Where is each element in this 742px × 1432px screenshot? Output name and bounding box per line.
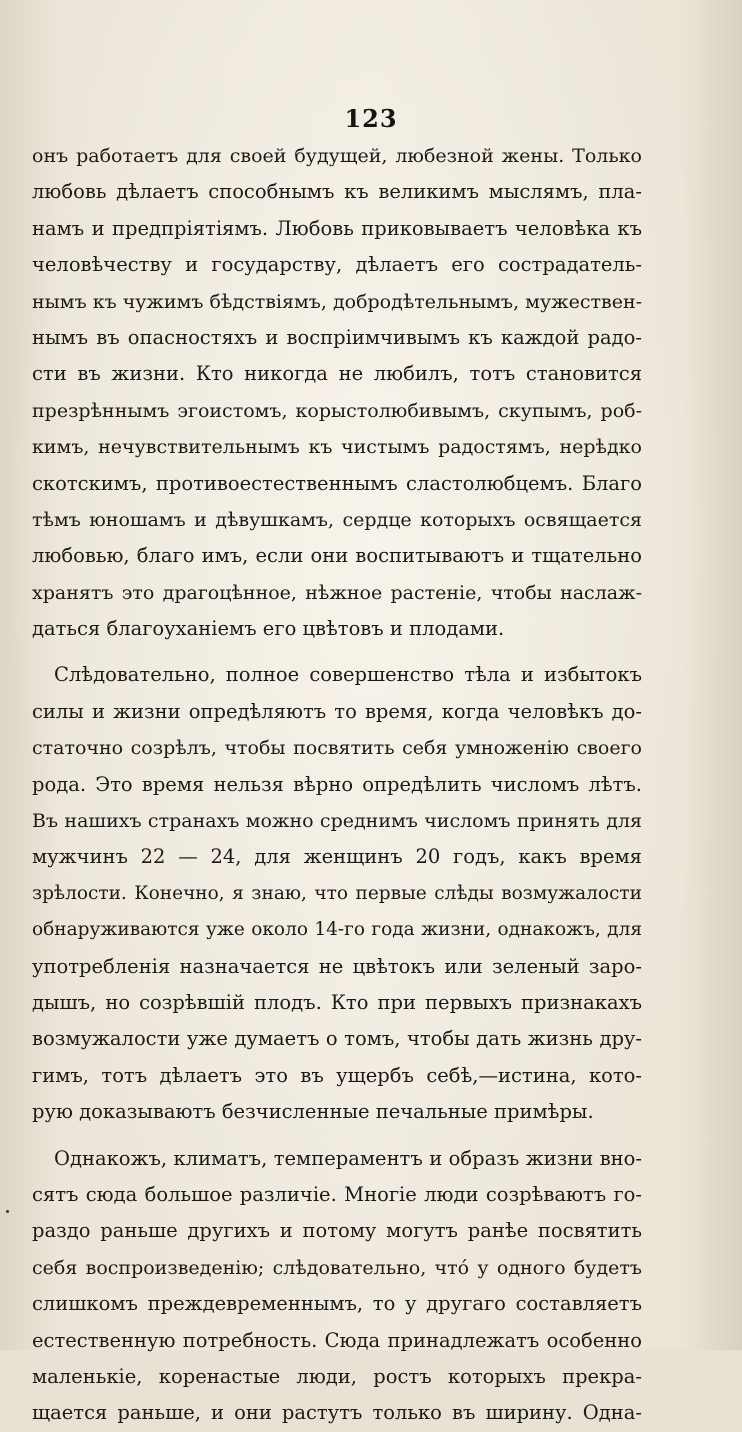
text-line: скотскимъ, противоестественнымъ сластолюбцемъ. Благо <box>32 471 642 495</box>
paragraph-gap <box>32 1131 642 1141</box>
body-text <box>32 138 642 1432</box>
text-line: даться благоуханіемъ его цвѣтовъ и плодами. <box>32 617 505 641</box>
text-line: гимъ, тотъ дѣлаетъ это въ ущербъ себѣ,—истина, кото- <box>32 1063 642 1087</box>
ink-speck <box>6 1210 9 1213</box>
text-line: употребленія назначается не цвѣтокъ или зеленый заро- <box>32 954 642 978</box>
text-line: сти въ жизни. Кто никогда не любилъ, тотъ становится <box>32 362 642 386</box>
text-line: нымъ въ опасностяхъ и воспріимчивымъ къ каждой радо- <box>32 325 642 349</box>
text-line: щается раньше, и они растутъ только въ ширину. Одна- <box>32 1401 642 1425</box>
text-line: рую доказываютъ безчисленные печальные примѣры. <box>32 1100 594 1124</box>
text-line: Въ нашихъ странахъ можно среднимъ числомъ принять для <box>32 810 642 833</box>
page-number: 123 <box>344 104 398 133</box>
text-line: намъ и предпріятіямъ. Любовь приковываетъ человѣка къ <box>32 216 642 240</box>
text-line: естественную потребность. Сюда принадлежатъ особенно <box>32 1328 642 1352</box>
text-line: человѣчеству и государству, дѣлаетъ его сострадатель- <box>32 253 642 277</box>
text-line: презрѣннымъ эгоистомъ, корыстолюбивымъ, скупымъ, роб- <box>32 399 642 422</box>
text-line: возмужалости уже думаетъ о томъ, чтобы дать жизнь дру- <box>32 1027 642 1051</box>
text-line: мужчинъ 22 — 24, для женщинъ 20 годъ, какъ время <box>32 845 642 869</box>
text-line: раздо раньше другихъ и потому могутъ ранѣе посвятить <box>32 1219 642 1243</box>
text-line: сятъ сюда большое различіе. Многіе люди созрѣваютъ го- <box>32 1182 642 1206</box>
text-line: любовью, благо имъ, если они воспитываютъ и тщательно <box>32 544 642 568</box>
text-line: статочно созрѣлъ, чтобы посвятить себя умноженію своего <box>32 737 642 760</box>
text-line: силы и жизни опредѣляютъ то время, когда человѣкъ до- <box>32 699 642 723</box>
paragraph-1 <box>32 138 642 647</box>
text-line: любовь дѣлаетъ способнымъ къ великимъ мыслямъ, пла- <box>32 180 642 204</box>
paragraph-3 <box>32 1141 642 1432</box>
text-line: онъ работаетъ для своей будущей, любезной жены. Только <box>32 145 642 167</box>
text-line: себя воспроизведенію; слѣдовательно, что́ у одного будетъ <box>32 1256 642 1279</box>
text-line: Слѣдовательно, полное совершенство тѣла и избытокъ <box>54 663 642 687</box>
paragraph-2 <box>32 657 642 1130</box>
text-line: слишкомъ преждевременнымъ, то у другаго составляетъ <box>32 1292 642 1316</box>
text-line: дышъ, но созрѣвшій плодъ. Кто при первыхъ признакахъ <box>32 990 642 1014</box>
text-line: кимъ, нечувствительнымъ къ чистымъ радостямъ, нерѣдко <box>32 436 642 459</box>
text-line: зрѣлости. Конечно, я знаю, что первые слѣды возмужалости <box>32 882 642 904</box>
text-line: нымъ къ чужимъ бѣдствіямъ, добродѣтельнымъ, мужествен- <box>32 290 642 313</box>
text-line: обнаруживаются уже около 14-го года жизни, однакожъ, для <box>32 919 642 941</box>
text-line: маленькіе, коренастые люди, ростъ которыхъ прекра- <box>32 1364 642 1388</box>
text-line: тѣмъ юношамъ и дѣвушкамъ, сердце которыхъ освящается <box>32 508 642 531</box>
text-line: Однакожъ, климатъ, темпераментъ и образъ жизни вно- <box>54 1146 642 1170</box>
text-line: хранятъ это драгоцѣнное, нѣжное растеніе, чтобы наслаж- <box>32 581 642 604</box>
paragraph-gap <box>32 647 642 657</box>
text-line: рода. Это время нельзя вѣрно опредѣлить числомъ лѣтъ. <box>32 772 642 796</box>
